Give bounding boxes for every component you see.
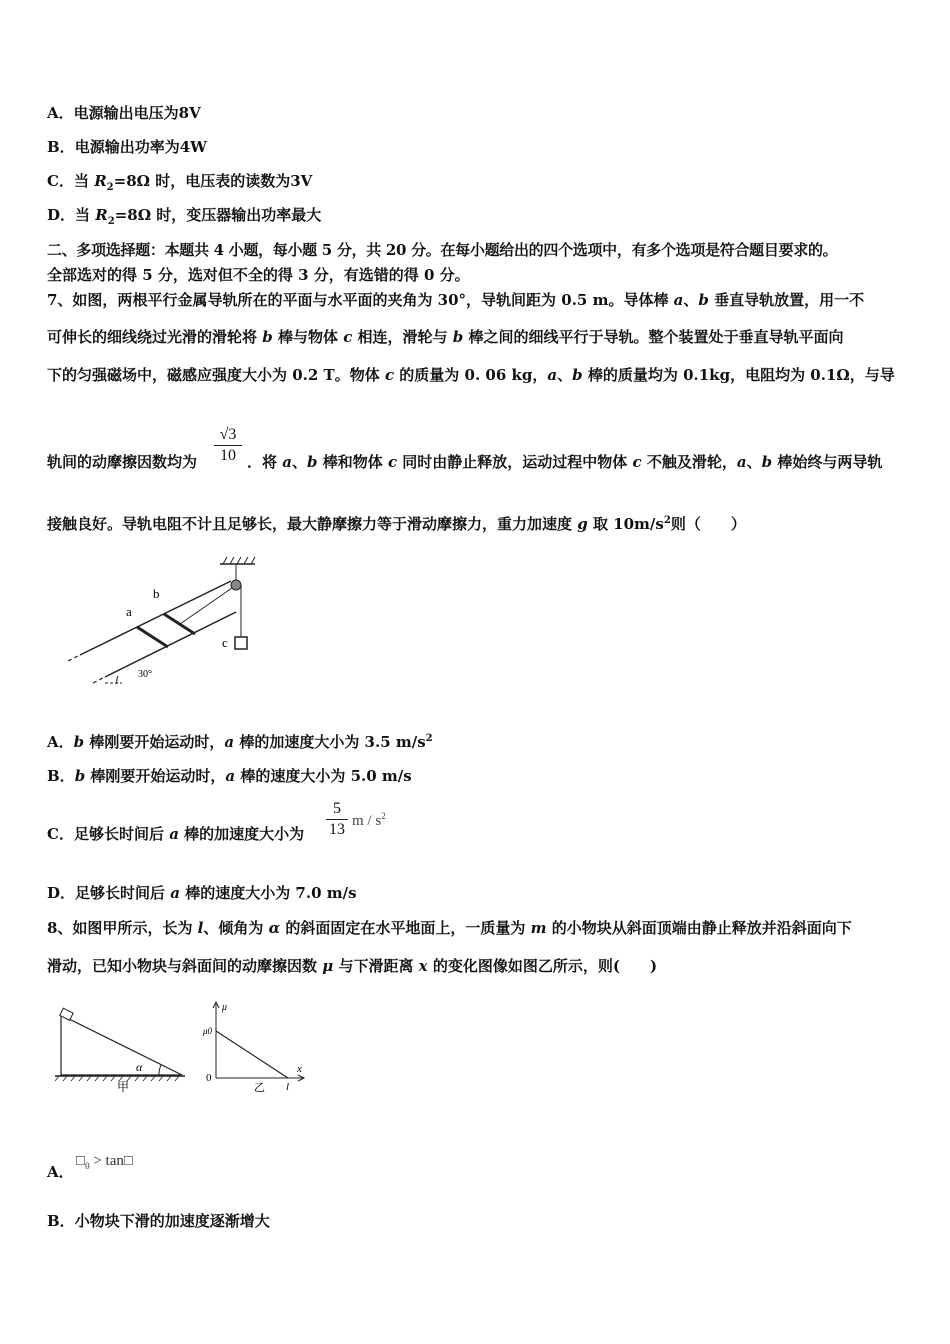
label-yi: 乙 [254,1082,265,1093]
text: 可伸长的细线绕过光滑的滑轮将 [47,328,263,346]
ceiling-hatch [223,557,255,564]
text: 、 [557,366,573,384]
text: 滑动，已知小物块与斜面间的动摩擦因数 [47,957,323,975]
label-alpha: α [136,1060,143,1074]
q6-option-d [47,204,321,227]
bar-a [137,627,168,647]
text: 则（ ） [670,515,746,533]
text: 棒的速度大小为 7.0 m/s [179,884,357,902]
var-a: a [736,453,747,471]
var-a: a [169,825,179,843]
fraction-numerator: 5 [333,800,341,817]
text: 的质量为 0. 06 kg， [394,366,548,384]
text: 的变化图像如图乙所示，则( ) [427,957,658,975]
text: 取 10m/s [587,515,664,533]
q7-option-c [47,823,304,844]
q7-option-b [47,765,412,786]
text: 棒和物体 [317,453,388,471]
q6-option-b [47,136,207,157]
subscript: 0 [85,1161,90,1171]
text: 棒刚要开始运动时， [84,733,225,751]
var-r: R [95,206,108,224]
text: 垂直导轨放置，用一不 [708,291,865,309]
q7-line-5 [47,513,746,534]
label-mu0: μ0 [203,1026,213,1036]
var-b: b [73,733,85,751]
option-label: B． [47,1212,75,1230]
q8-diagram-yi [200,998,312,1093]
section-heading: 二、多项选择题：本题共 4 小题，每小题 5 分，共 20 分。在每小题给出的四个选项中，有多个选项是符合题目要求的。 [47,241,838,259]
small-block [60,1008,73,1020]
var-a: a [282,453,292,471]
text: 棒始终与两导轨 [772,453,883,471]
text: 足够长时间后 [73,825,170,843]
fraction-sqrt3-over-10 [214,426,242,465]
text: 7、如图，两根平行金属导轨所在的平面与水平面的夹角为 30°，导轨间距为 0.5 m。导体棒 [47,291,674,309]
unit-text: m / s [352,813,382,829]
q8-line-1 [47,917,852,938]
option-label: B． [47,767,75,785]
mu-line [216,1031,288,1078]
option-text-post: =8Ω 时，电压表的读数为3V [113,172,313,190]
var-b: b [306,453,318,471]
unit-ms2 [352,811,386,830]
label-l: l [286,1081,290,1093]
text: 棒之间的细线平行于导轨。整个装置处于垂直导轨平面向 [463,328,844,346]
var-b: b [761,453,773,471]
option-label: C． [47,825,74,843]
q8-line-2 [47,955,657,976]
q8-option-a-formula [76,1153,133,1171]
text: 棒刚要开始运动时， [85,767,226,785]
var-c: c [384,366,395,384]
q7-line-1 [47,289,864,310]
text: 相连，滑轮与 [352,328,453,346]
fraction-denominator: 10 [220,447,236,464]
text: 、 [683,291,699,309]
q7-line-4a [47,451,197,472]
option-text-post: =8Ω 时，变压器输出功率最大 [114,206,322,224]
rail-upper-dash [68,655,80,661]
text: 、 [291,453,307,471]
q7-option-a [47,731,433,752]
rail-lower-dash [93,677,105,683]
fraction-denominator: 13 [329,821,345,838]
label-zero: 0 [206,1072,212,1084]
var-b: b [452,328,464,346]
option-text: 小物块下滑的加速度逐渐增大 [74,1212,270,1230]
subscript: 2 [107,216,115,227]
relation-text: > tan□ [89,1153,133,1169]
label-angle: 30° [138,669,152,680]
var-alpha: α [268,919,281,937]
var-b: b [698,291,709,309]
var-a: a [673,291,684,309]
option-text: 电源输出电压为8V [73,104,201,122]
label-c: c [222,635,228,650]
label-a: a [126,604,132,619]
text: 棒的速度大小为 5.0 m/s [235,767,412,785]
text: 棒的加速度大小为 [178,825,305,843]
text: 下的匀强磁场中，磁感应强度大小为 0.2 T。物体 [47,366,385,384]
var-c: c [387,453,398,471]
option-label: A． [47,733,74,751]
option-label: A． [47,104,74,122]
placeholder-glyph: □ [76,1153,86,1169]
label-mu: μ [222,1002,228,1013]
var-g: g [577,515,588,533]
label-x: x [297,1063,302,1075]
option-text: 电源输出功率为4W [74,138,207,156]
text: 轨间的动摩擦因数均为 [47,453,198,471]
block-c [235,637,247,649]
text: 不触及滑轮， [641,453,737,471]
q6-option-c [47,170,312,193]
text: 、 [746,453,762,471]
text: 、倾角为 [203,919,269,937]
fraction-bar [326,819,348,820]
q7-line-2 [47,326,844,347]
superscript: 2 [381,811,386,821]
text: 的小物块从斜面顶端由静止释放并沿斜面向下 [546,919,852,937]
var-l: l [197,919,204,937]
var-x: x [418,957,428,975]
text: 同时由静止释放，运动过程中物体 [397,453,633,471]
var-a: a [547,366,558,384]
text: ．将 [247,453,283,471]
option-label: D． [47,884,76,902]
q7-line-4b [247,451,882,472]
rail-lower [105,612,236,677]
var-b: b [572,366,583,384]
option-label: B． [47,138,75,156]
label-b: b [153,586,160,601]
q6-option-a [47,102,201,123]
q8-option-b [47,1210,270,1231]
var-b: b [74,767,86,785]
text: 棒与物体 [272,328,344,346]
fraction-5-over-13 [326,800,348,839]
superscript: 2 [663,515,671,526]
fraction-bar [214,445,242,446]
option-label: C． [47,172,74,190]
subscript: 2 [106,182,114,193]
fraction-numerator: √3 [219,426,237,443]
alpha-arc [159,1065,161,1075]
superscript: 2 [425,733,433,744]
var-a: a [224,733,235,751]
text: 的斜面固定在水平地面上，一质量为 [280,919,531,937]
var-c: c [632,453,642,471]
incline-triangle [61,1015,182,1075]
var-m: m [530,919,547,937]
label-jia: 甲 [117,1080,130,1094]
var-r: R [94,172,107,190]
q7-line-3 [47,364,895,385]
text: 接触良好。导轨电阻不计且足够长，最大静摩擦力等于滑动摩擦力，重力加速度 [47,515,578,533]
option-text-pre: 当 [73,172,95,190]
var-mu: μ [322,957,334,975]
q7-option-d [47,882,357,903]
option-label: D． [47,206,76,224]
q8-option-a [47,1161,74,1182]
var-b: b [262,328,273,346]
pulley [231,580,241,590]
option-text-pre: 当 [75,206,96,224]
text: 棒的加速度大小为 3.5 m/s [234,733,426,751]
text: 与下滑距离 [333,957,419,975]
text: 棒的质量均为 0.1kg，电阻均为 0.1Ω，与导 [582,366,895,384]
q7-diagram [60,555,270,685]
q8-diagram-jia [55,1005,190,1095]
text: 8、如图甲所示，长为 [47,919,198,937]
var-c: c [343,328,353,346]
var-a: a [170,884,180,902]
text: 足够长时间后 [75,884,171,902]
section-instructions: 全部选对的得 5 分，选对但不全的得 3 分，有选错的得 0 分。 [47,266,470,284]
var-a: a [225,767,236,785]
option-label: A． [47,1163,74,1181]
